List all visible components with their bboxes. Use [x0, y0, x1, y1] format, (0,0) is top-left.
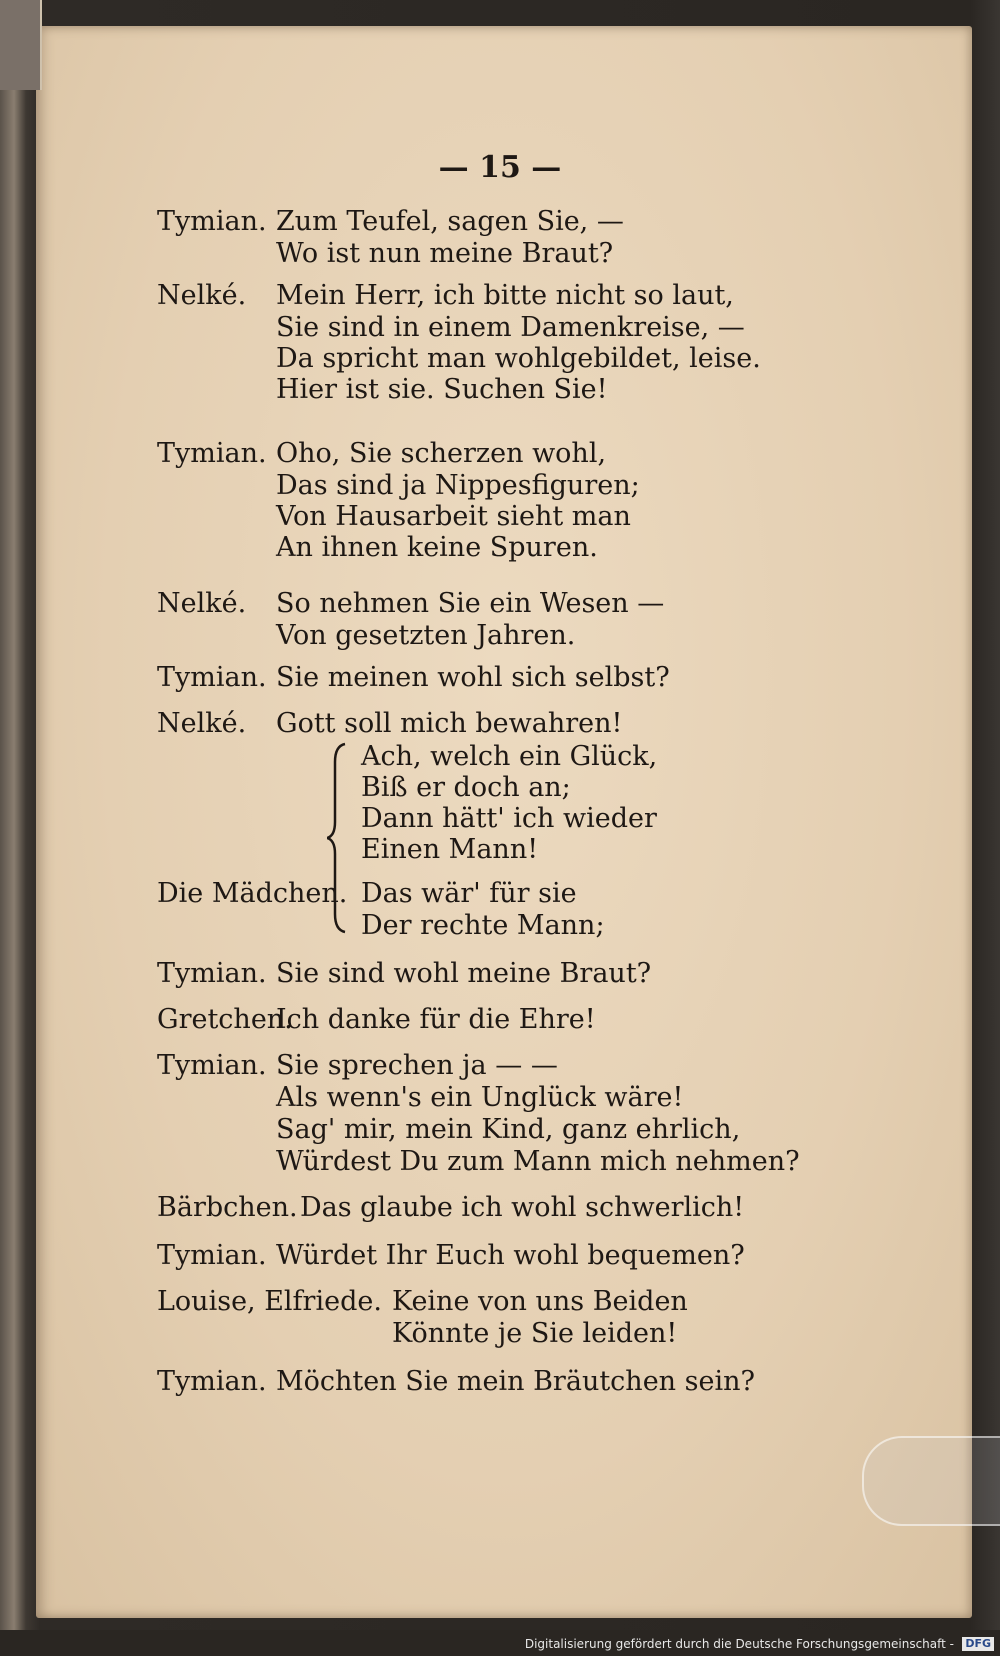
verse-line: Sie meinen wohl sich selbst? [276, 662, 670, 693]
verse-line: Mein Herr, ich bitte nicht so laut, [276, 280, 734, 311]
verse-line: Biß er doch an; [361, 772, 571, 803]
speaker-label: Tymian. [157, 958, 267, 989]
speaker-label: Tymian. [157, 1240, 267, 1271]
verse-line: Sie sind in einem Damenkreise, — [276, 312, 745, 343]
speaker-label: Gretchen. [157, 1004, 293, 1035]
verse-line: Das sind ja Nippesfiguren; [276, 470, 640, 501]
speaker-label: Tymian. [157, 1050, 267, 1081]
verse-line: Dann hätt' ich wieder [361, 803, 657, 834]
speaker-label: Bärbchen. [157, 1192, 298, 1223]
speaker-label: Louise, Elfriede. [157, 1286, 382, 1317]
verse-line: Zum Teufel, sagen Sie, — [276, 206, 624, 237]
speaker-label: Nelké. [157, 708, 247, 739]
verse-line: Oho, Sie scherzen wohl, [276, 438, 607, 469]
page-number: — 15 — [438, 150, 562, 185]
verse-line: Sie sprechen ja — — [276, 1050, 558, 1081]
paper-clip-reflection [862, 1436, 1000, 1526]
verse-line: Ach, welch ein Glück, [361, 741, 658, 772]
verse-line: Wo ist nun meine Braut? [276, 238, 614, 269]
verse-line: An ihnen keine Spuren. [276, 532, 598, 563]
verse-line: Als wenn's ein Unglück wäre! [276, 1082, 684, 1113]
verse-line: Keine von uns Beiden [392, 1286, 688, 1317]
verse-line: Sie sind wohl meine Braut? [276, 958, 652, 989]
speaker-label: Tymian. [157, 662, 267, 693]
speaker-label: Tymian. [157, 1366, 267, 1397]
verse-line: Könnte je Sie leiden! [392, 1318, 678, 1349]
verse-line: Der rechte Mann; [361, 910, 605, 941]
verse-line: Da spricht man wohlgebildet, leise. [276, 343, 761, 374]
verse-line: Gott soll mich bewahren! [276, 708, 623, 739]
verse-line: Von Hausarbeit sieht man [276, 501, 631, 532]
verse-line: Hier ist sie. Suchen Sie! [276, 374, 608, 405]
speaker-label: Die Mädchen. [157, 878, 348, 909]
verse-line: Möchten Sie mein Bräutchen sein? [276, 1366, 755, 1397]
speaker-label: Nelké. [157, 588, 247, 619]
verse-line: Das glaube ich wohl schwerlich! [300, 1192, 745, 1223]
dfg-logo-icon: DFG [962, 1637, 994, 1651]
verse-line: Einen Mann! [361, 834, 539, 865]
verse-line: So nehmen Sie ein Wesen — [276, 588, 665, 619]
speaker-label: Tymian. [157, 438, 267, 469]
footer-credit: Digitalisierung gefördert durch die Deutsche Forschungsgemeinschaft - [524, 1637, 954, 1651]
verse-line: Würdet Ihr Euch wohl bequemen? [276, 1240, 745, 1271]
verse-line: Ich danke für die Ehre! [276, 1004, 596, 1035]
digitization-footer [0, 1630, 1000, 1656]
speaker-label: Nelké. [157, 280, 247, 311]
verse-line: Von gesetzten Jahren. [276, 620, 576, 651]
page-edge [0, 0, 42, 90]
verse-line: Sag' mir, mein Kind, ganz ehrlich, [276, 1114, 741, 1145]
verse-line: Das wär' für sie [361, 878, 577, 909]
verse-line: Würdest Du zum Mann mich nehmen? [276, 1146, 800, 1177]
speaker-label: Tymian. [157, 206, 267, 237]
